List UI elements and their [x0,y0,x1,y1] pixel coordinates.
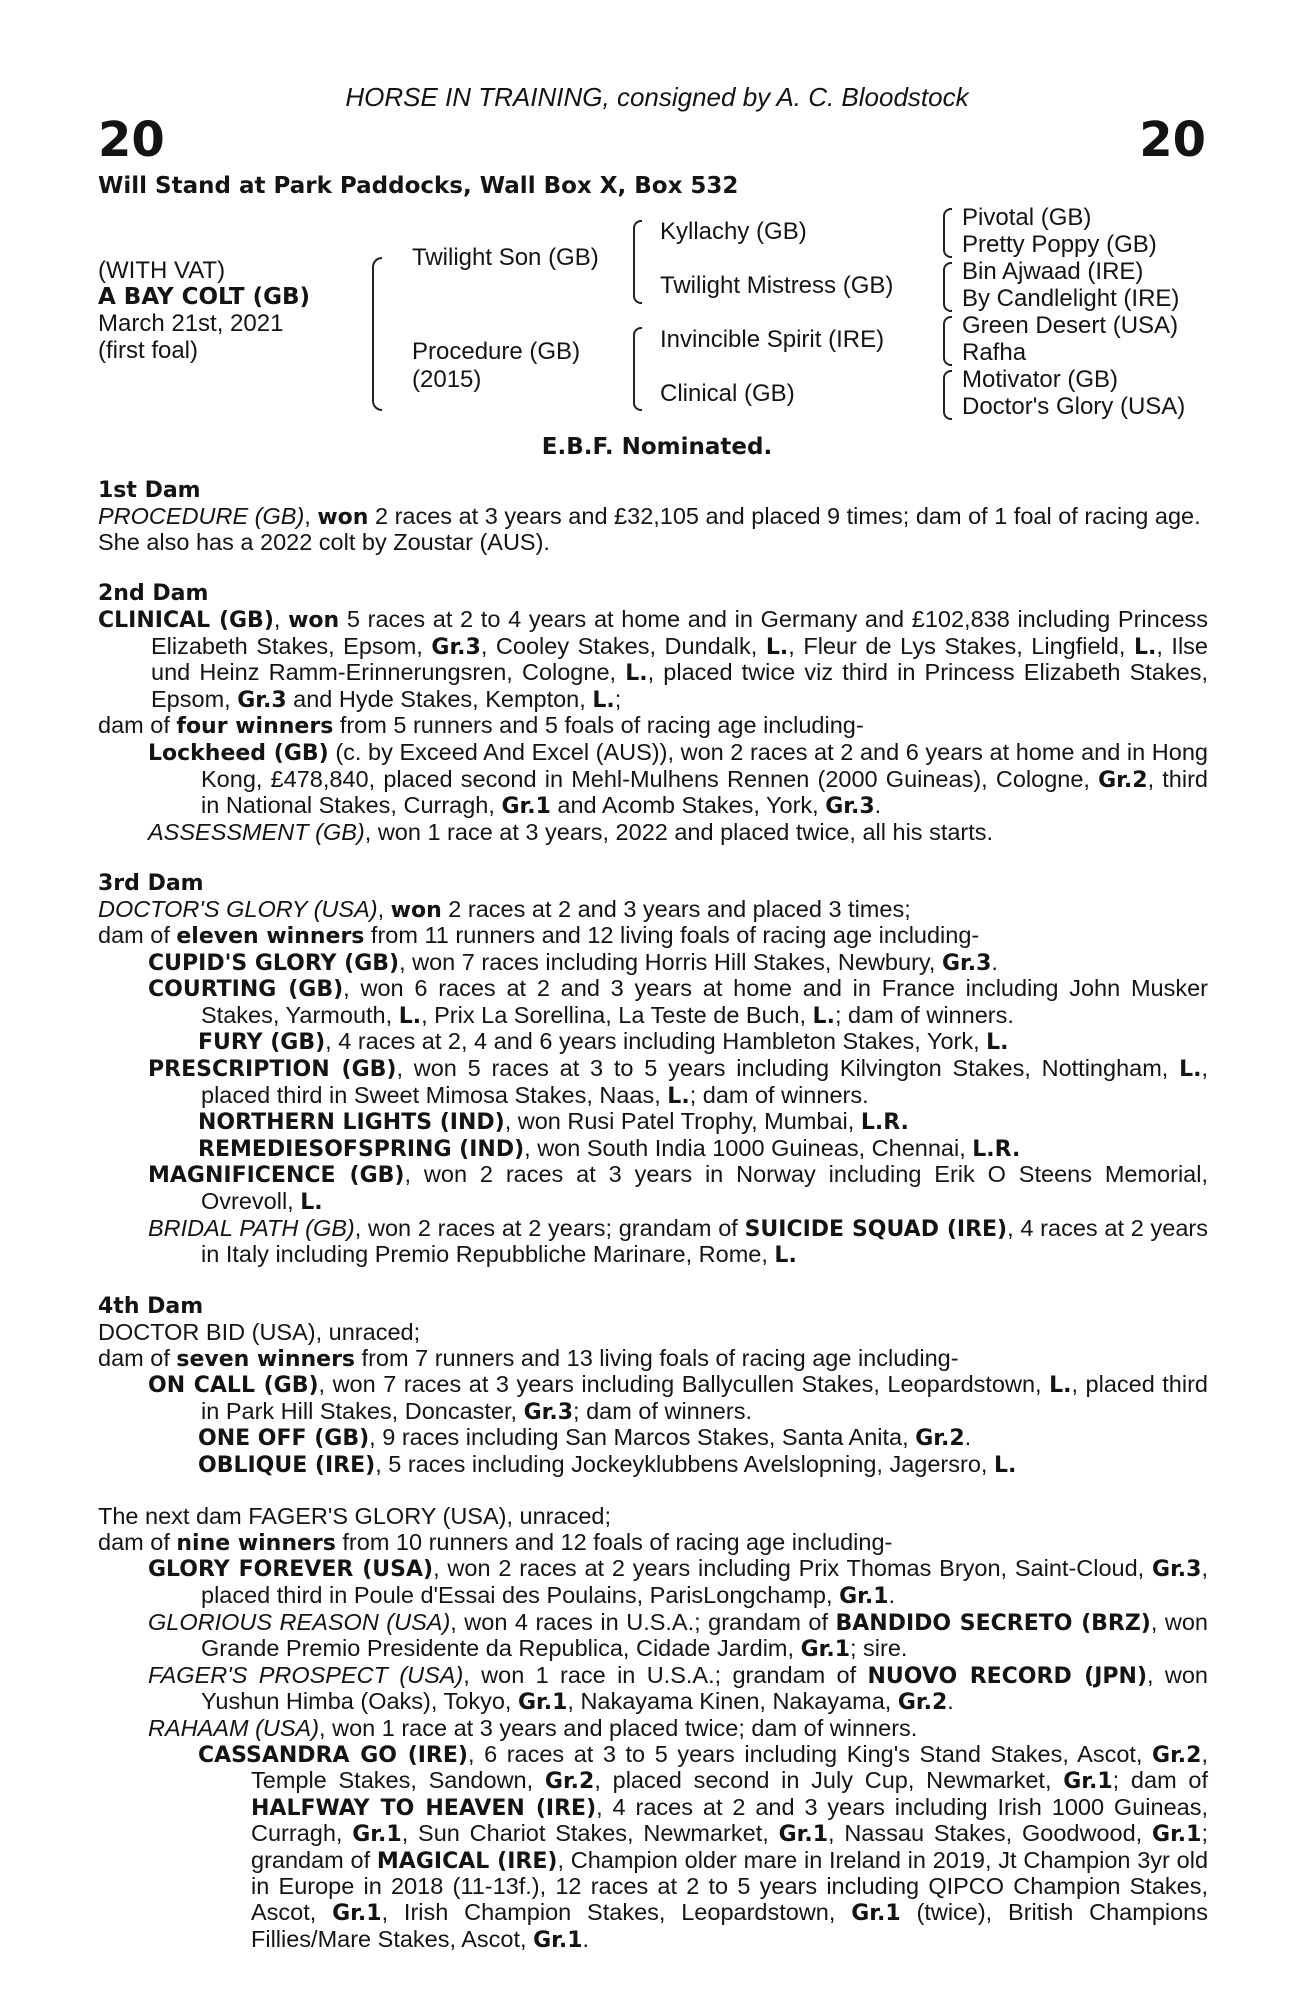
text-run: . [964,1424,972,1451]
bold-name: won [317,504,369,530]
text-run: , won 4 races in U.S.A.; grandam of [450,1608,836,1635]
entry-line [98,820,1208,846]
entry-line [98,976,1208,1029]
text-run: , won 1 race at 3 years and placed twice; dam of winners. [319,1714,918,1741]
text-run: ; dam of [1112,1767,1208,1794]
text-run: from 11 runners and 12 living foals of racing age including- [364,922,980,949]
bold-name: Gr.3 [825,794,875,820]
entry-line [98,1742,1208,1954]
entry-line [98,1346,1208,1373]
text-run: , won 2 races at 2 years including Prix Thomas Bryon, Saint-Cloud, [433,1555,1153,1582]
text-run: , Ilse und Heinz Ramm-Erinnerungsren, Cologne, [151,632,1208,686]
entry-line [98,1504,1208,1530]
text-run: , Irish Champion Stakes, Leopardstown, [381,1899,852,1926]
dam-dam-sire: Motivator (GB) [962,366,1119,393]
bold-name: won [390,897,442,923]
section-heading: 4th Dam [98,1294,204,1320]
bold-name: Gr.3 [431,634,481,660]
entry-line [98,607,1208,713]
bold-name: FURY (GB) [198,1030,326,1056]
text-run: , 9 races including San Marcos Stakes, Santa Anita, [369,1424,916,1451]
text-run: , won 6 races at 2 and 3 years at home and in France including John Musker Stakes, Yarmouth, [201,975,1208,1028]
bold-name: Gr.2 [1152,1742,1202,1768]
italic-name: RAHAAM (USA) [148,1714,320,1741]
horse-name: A BAY COLT (GB) [98,284,311,310]
text-run: , won Yushun Himba (Oaks), Tokyo, [201,1661,1208,1715]
dam-section [98,1294,1208,1478]
entry-line [98,1029,1208,1056]
text-run: . [991,948,998,975]
bold-name: L. [300,1190,323,1216]
text-run: and Acomb Stakes, York, [550,792,826,819]
italic-name: FAGER'S PROSPECT (USA) [148,1661,464,1688]
bold-name: L. [986,1030,1009,1056]
bold-name: Gr.2 [1098,767,1148,793]
entry-line [98,740,1208,820]
foal-note: (first foal) [98,337,199,364]
text-run: , won South India 1000 Guineas, Chennai, [524,1134,973,1161]
bold-name: REMEDIESOFSPRING (IND) [198,1136,525,1162]
text-run: , placed third in Park Hill Stakes, Doncaster, [201,1371,1208,1424]
text-run: , [304,502,318,529]
text-run: 2 races at 3 years and £32,105 and placed 9 times; dam of 1 foal of racing age. She also has a 2022 colt by Zoustar (AUS). [98,502,1201,556]
dam-dam-dam: Doctor's Glory (USA) [962,393,1186,420]
stand-location: Will Stand at Park Paddocks, Wall Box X, Box 532 [98,173,739,199]
entry-line [98,713,1208,740]
bold-name: Gr.1 [332,1901,382,1927]
bold-name: Gr.3 [1152,1557,1202,1583]
dam-year: (2015) [412,366,482,393]
entry-line [98,1716,1208,1742]
bold-name: CASSANDRA GO (IRE) [198,1742,468,1768]
bold-name: L. [765,634,789,660]
text-run: , Nakayama Kinen, Nakayama, [567,1688,898,1715]
text-run: . [582,1925,590,1952]
entry-line [98,1425,1208,1452]
text-run: , Sun Chariot Stakes, Newmarket, [401,1820,779,1847]
text-run: , Champion older mare in Ireland in 2019, Jt Champion 3yr old in Europe in 2018 (11-13f.), 12 races at 2 to 5 years including QIPCO Champion Stakes, Ascot, [251,1846,1209,1926]
bold-name: Gr.2 [897,1690,948,1716]
text-run: ; grandam of [251,1820,1208,1873]
bold-name: BANDIDO SECRETO (BRZ) [835,1610,1151,1636]
entry-line [98,1556,1208,1609]
bold-name: Gr.3 [523,1399,574,1425]
text-run: , Cooley Stakes, Dundalk, [480,632,766,659]
text-run: (twice), British Champions Fillies/Mare Stakes, Ascot, [251,1899,1209,1952]
bold-name: L. [993,1452,1017,1478]
bold-name: Gr.1 [352,1822,402,1848]
text-run: , [377,895,391,922]
pedigree-brace [943,370,952,420]
bold-name: Gr.1 [778,1822,828,1848]
text-run: (c. by Exceed And Excel (AUS)), won 2 races at 2 and 6 years at home and in Hong Kong, £478,840, placed second in Mehl-Mulhens Rennen (2000 Guineas), Cologne, [201,738,1208,792]
entry-line [98,950,1208,977]
sire-dam-dam: By Candlelight (IRE) [962,285,1180,312]
ebf-nominated: E.B.F. Nominated. [541,434,773,460]
entry-line [98,1372,1208,1425]
bold-name: MAGNIFICENCE (GB) [148,1163,405,1189]
bold-name: Gr.1 [501,794,551,820]
text-run: , 5 races including Jockeyklubbens Avelslopning, Jagersro, [375,1450,994,1477]
text-run: 2 races at 2 and 3 years and placed 3 times; [441,895,911,922]
entry-line [98,1162,1208,1215]
text-run: ; sire. [850,1635,908,1662]
pedigree-notes [98,478,1208,1979]
date-of-birth: March 21st, 2021 [98,310,284,337]
text-run: , Prix La Sorellina, La Teste de Buch, [421,1001,813,1028]
bold-name: COURTING (GB) [148,977,344,1003]
sire-dam-sire: Bin Ajwaad (IRE) [962,258,1144,285]
text-run: , 4 races at 2 and 3 years including Irish 1000 Guineas, Curragh, [251,1793,1208,1847]
bold-name: L. [592,687,615,713]
section-heading: 3rd Dam [98,870,204,896]
entry-line [98,1056,1208,1109]
sire-sire-dam: Pretty Poppy (GB) [962,231,1157,258]
bold-name: HALFWAY TO HEAVEN (IRE) [251,1795,597,1821]
bold-name: L. [1133,634,1157,660]
text-run: , Fleur de Lys Stakes, Lingfield, [788,632,1134,659]
text-run: , won Rusi Patel Trophy, Mumbai, [504,1108,861,1135]
bold-name: Gr.1 [800,1637,850,1663]
pedigree-brace [943,316,952,366]
bold-name: Gr.1 [1152,1822,1202,1848]
bold-name: L. [1179,1057,1202,1083]
section-heading: 1st Dam [98,478,201,503]
italic-name: DOCTOR'S GLORY (USA) [98,895,378,922]
text-run: from 7 runners and 13 living foals of racing age including- [355,1344,959,1371]
bold-name: Gr.1 [839,1583,889,1609]
lot-number-left: 20 [98,112,165,168]
sire-dam: Twilight Mistress (GB) [660,272,894,299]
bold-name: L. [667,1083,690,1109]
bold-name: L. [812,1003,835,1029]
bold-name: Gr.1 [517,1690,568,1716]
bold-name: L. [1049,1373,1072,1399]
text-run: , won 2 races at 2 years; grandam of [354,1214,745,1241]
text-run: dam of [98,922,177,949]
dam-section [98,1504,1208,1953]
bold-name: CUPID'S GLORY (GB) [148,950,400,976]
text-run: , won 7 races including Horris Hill Stakes, Newbury, [399,948,942,975]
text-run: DOCTOR BID (USA), unraced; [98,1319,421,1345]
catalogue-header: HORSE IN TRAINING, consigned by A. C. Bloodstock [345,82,969,112]
bold-name: ONE OFF (GB) [198,1426,370,1452]
bold-name: Lockheed (GB) [148,740,329,766]
bold-name: Gr.1 [851,1901,901,1927]
dam: Procedure (GB) [412,338,581,365]
pedigree-brace [372,257,382,411]
entry-line [98,1109,1208,1136]
bold-name: NORTHERN LIGHTS (IND) [198,1110,505,1136]
bold-name: GLORY FOREVER (USA) [148,1557,434,1583]
bold-name: Gr.2 [544,1769,595,1795]
pedigree-brace [943,262,952,312]
text-run: dam of [98,1344,177,1371]
bold-name: L.R. [860,1110,909,1136]
entry-line [98,1320,1208,1346]
entry-line [98,1452,1208,1479]
dam-section [98,478,1208,556]
lot-number-right: 20 [1139,112,1206,168]
text-run: ; dam of winners. [689,1081,869,1108]
entry-line [98,923,1208,950]
italic-name: BRIDAL PATH (GB) [148,1214,355,1241]
section-heading: 2nd Dam [98,581,209,607]
italic-name: PROCEDURE (GB) [98,502,305,529]
bold-name: won [288,607,340,633]
bold-name: L.R. [972,1136,1021,1162]
text-run: . [947,1688,954,1715]
text-run: , 6 races at 3 to 5 years including King's Stand Stakes, Ascot, [467,1740,1153,1767]
text-run: from 5 runners and 5 foals of racing age including- [333,712,864,739]
text-run: , won 7 races at 3 years including Ballycullen Stakes, Leopardstown, [318,1371,1050,1398]
bold-name: four winners [176,714,334,740]
pedigree-brace [633,327,642,411]
text-run: from 10 runners and 12 foals of racing age including- [335,1528,893,1555]
text-run: ; [614,685,622,712]
text-run: , won 1 race in U.S.A.; grandam of [463,1661,868,1688]
entry-line [98,1136,1208,1163]
text-run: , won 1 race at 3 years, 2022 and placed twice, all his starts. [364,818,994,845]
bold-name: L. [398,1003,422,1029]
bold-name: Gr.2 [915,1426,965,1452]
bold-name: Gr.1 [1063,1769,1113,1795]
bold-name: L. [774,1243,797,1269]
bold-name: Gr.3 [237,687,287,713]
dam-section [98,871,1208,1269]
text-run: dam of [98,712,177,739]
dam-sire: Invincible Spirit (IRE) [660,326,885,353]
text-run: ; dam of winners. [573,1397,752,1424]
sire-sire: Kyllachy (GB) [660,218,807,245]
entry-line [98,504,1208,556]
bold-name: OBLIQUE (IRE) [198,1452,376,1478]
dam-sire-sire: Green Desert (USA) [962,312,1179,339]
bold-name: Gr.3 [941,950,992,976]
bold-name: SUICIDE SQUAD (IRE) [744,1216,1008,1242]
text-run: , third in National Stakes, Curragh, [201,765,1208,819]
entry-line [98,1610,1208,1663]
text-run: , 4 races at 2 years in Italy including Premio Repubbliche Marinare, Rome, [201,1214,1208,1268]
entry-line [98,1663,1208,1716]
italic-name: GLORIOUS REASON (USA) [148,1608,451,1635]
bold-name: NUOVO RECORD (JPN) [867,1663,1148,1689]
bold-name: MAGICAL (IRE) [376,1848,558,1874]
entry-line [98,1216,1208,1269]
text-run: . [888,1581,896,1608]
dam-section [98,581,1208,845]
sire: Twilight Son (GB) [412,244,599,271]
text-run: and Hyde Stakes, Kempton, [286,685,593,712]
bold-name: Gr.1 [533,1927,583,1953]
text-run: , Nassau Stakes, Goodwood, [828,1820,1153,1847]
bold-name: eleven winners [176,924,365,950]
bold-name: PRESCRIPTION (GB) [148,1057,397,1083]
text-run: , won 5 races at 3 to 5 years including Kilvington Stakes, Nottingham, [396,1055,1180,1082]
bold-name: ON CALL (GB) [148,1373,319,1399]
vat-status: (WITH VAT) [98,257,226,284]
text-run: , won Grande Premio Presidente da Republica, Cidade Jardim, [201,1608,1208,1662]
italic-name: ASSESSMENT (GB) [148,818,365,845]
text-run: dam of [98,1528,177,1555]
bold-name: L. [625,661,648,687]
pedigree-brace [633,220,642,304]
text-run: . [874,792,882,819]
text-run: , won 2 races at 3 years in Norway including Erik O Steens Memorial, Ovrevoll, [201,1161,1208,1215]
text-run: , Temple Stakes, Sandown, [251,1740,1208,1794]
dam-sire-dam: Rafha [962,339,1027,366]
text-run: ; dam of winners. [834,1001,1014,1028]
text-run: 5 races at 2 to 4 years at home and in Germany and £102,838 including Princess Elizabeth Stakes, Epsom, [151,605,1209,659]
dam-dam: Clinical (GB) [660,380,795,407]
text-run: , placed second in July Cup, Newmarket, [594,1767,1064,1794]
text-run: The next dam FAGER'S GLORY (USA), unraced; [98,1503,611,1530]
bold-name: nine winners [176,1530,336,1556]
text-run: , 4 races at 2, 4 and 6 years including Hambleton Stakes, York, [325,1028,987,1055]
bold-name: seven winners [176,1346,356,1372]
entry-line [98,897,1208,924]
text-run: , placed twice viz third in Princess Elizabeth Stakes, Epsom, [151,659,1209,712]
bold-name: CLINICAL (GB) [98,607,274,633]
text-run: , placed third in Sweet Mimosa Stakes, Naas, [201,1055,1208,1108]
sire-sire-sire: Pivotal (GB) [962,204,1092,231]
text-run: , placed third in Poule d'Essai des Poulains, ParisLongchamp, [201,1555,1208,1608]
pedigree-brace [943,208,952,258]
entry-line [98,1530,1208,1557]
text-run: , [273,605,289,632]
